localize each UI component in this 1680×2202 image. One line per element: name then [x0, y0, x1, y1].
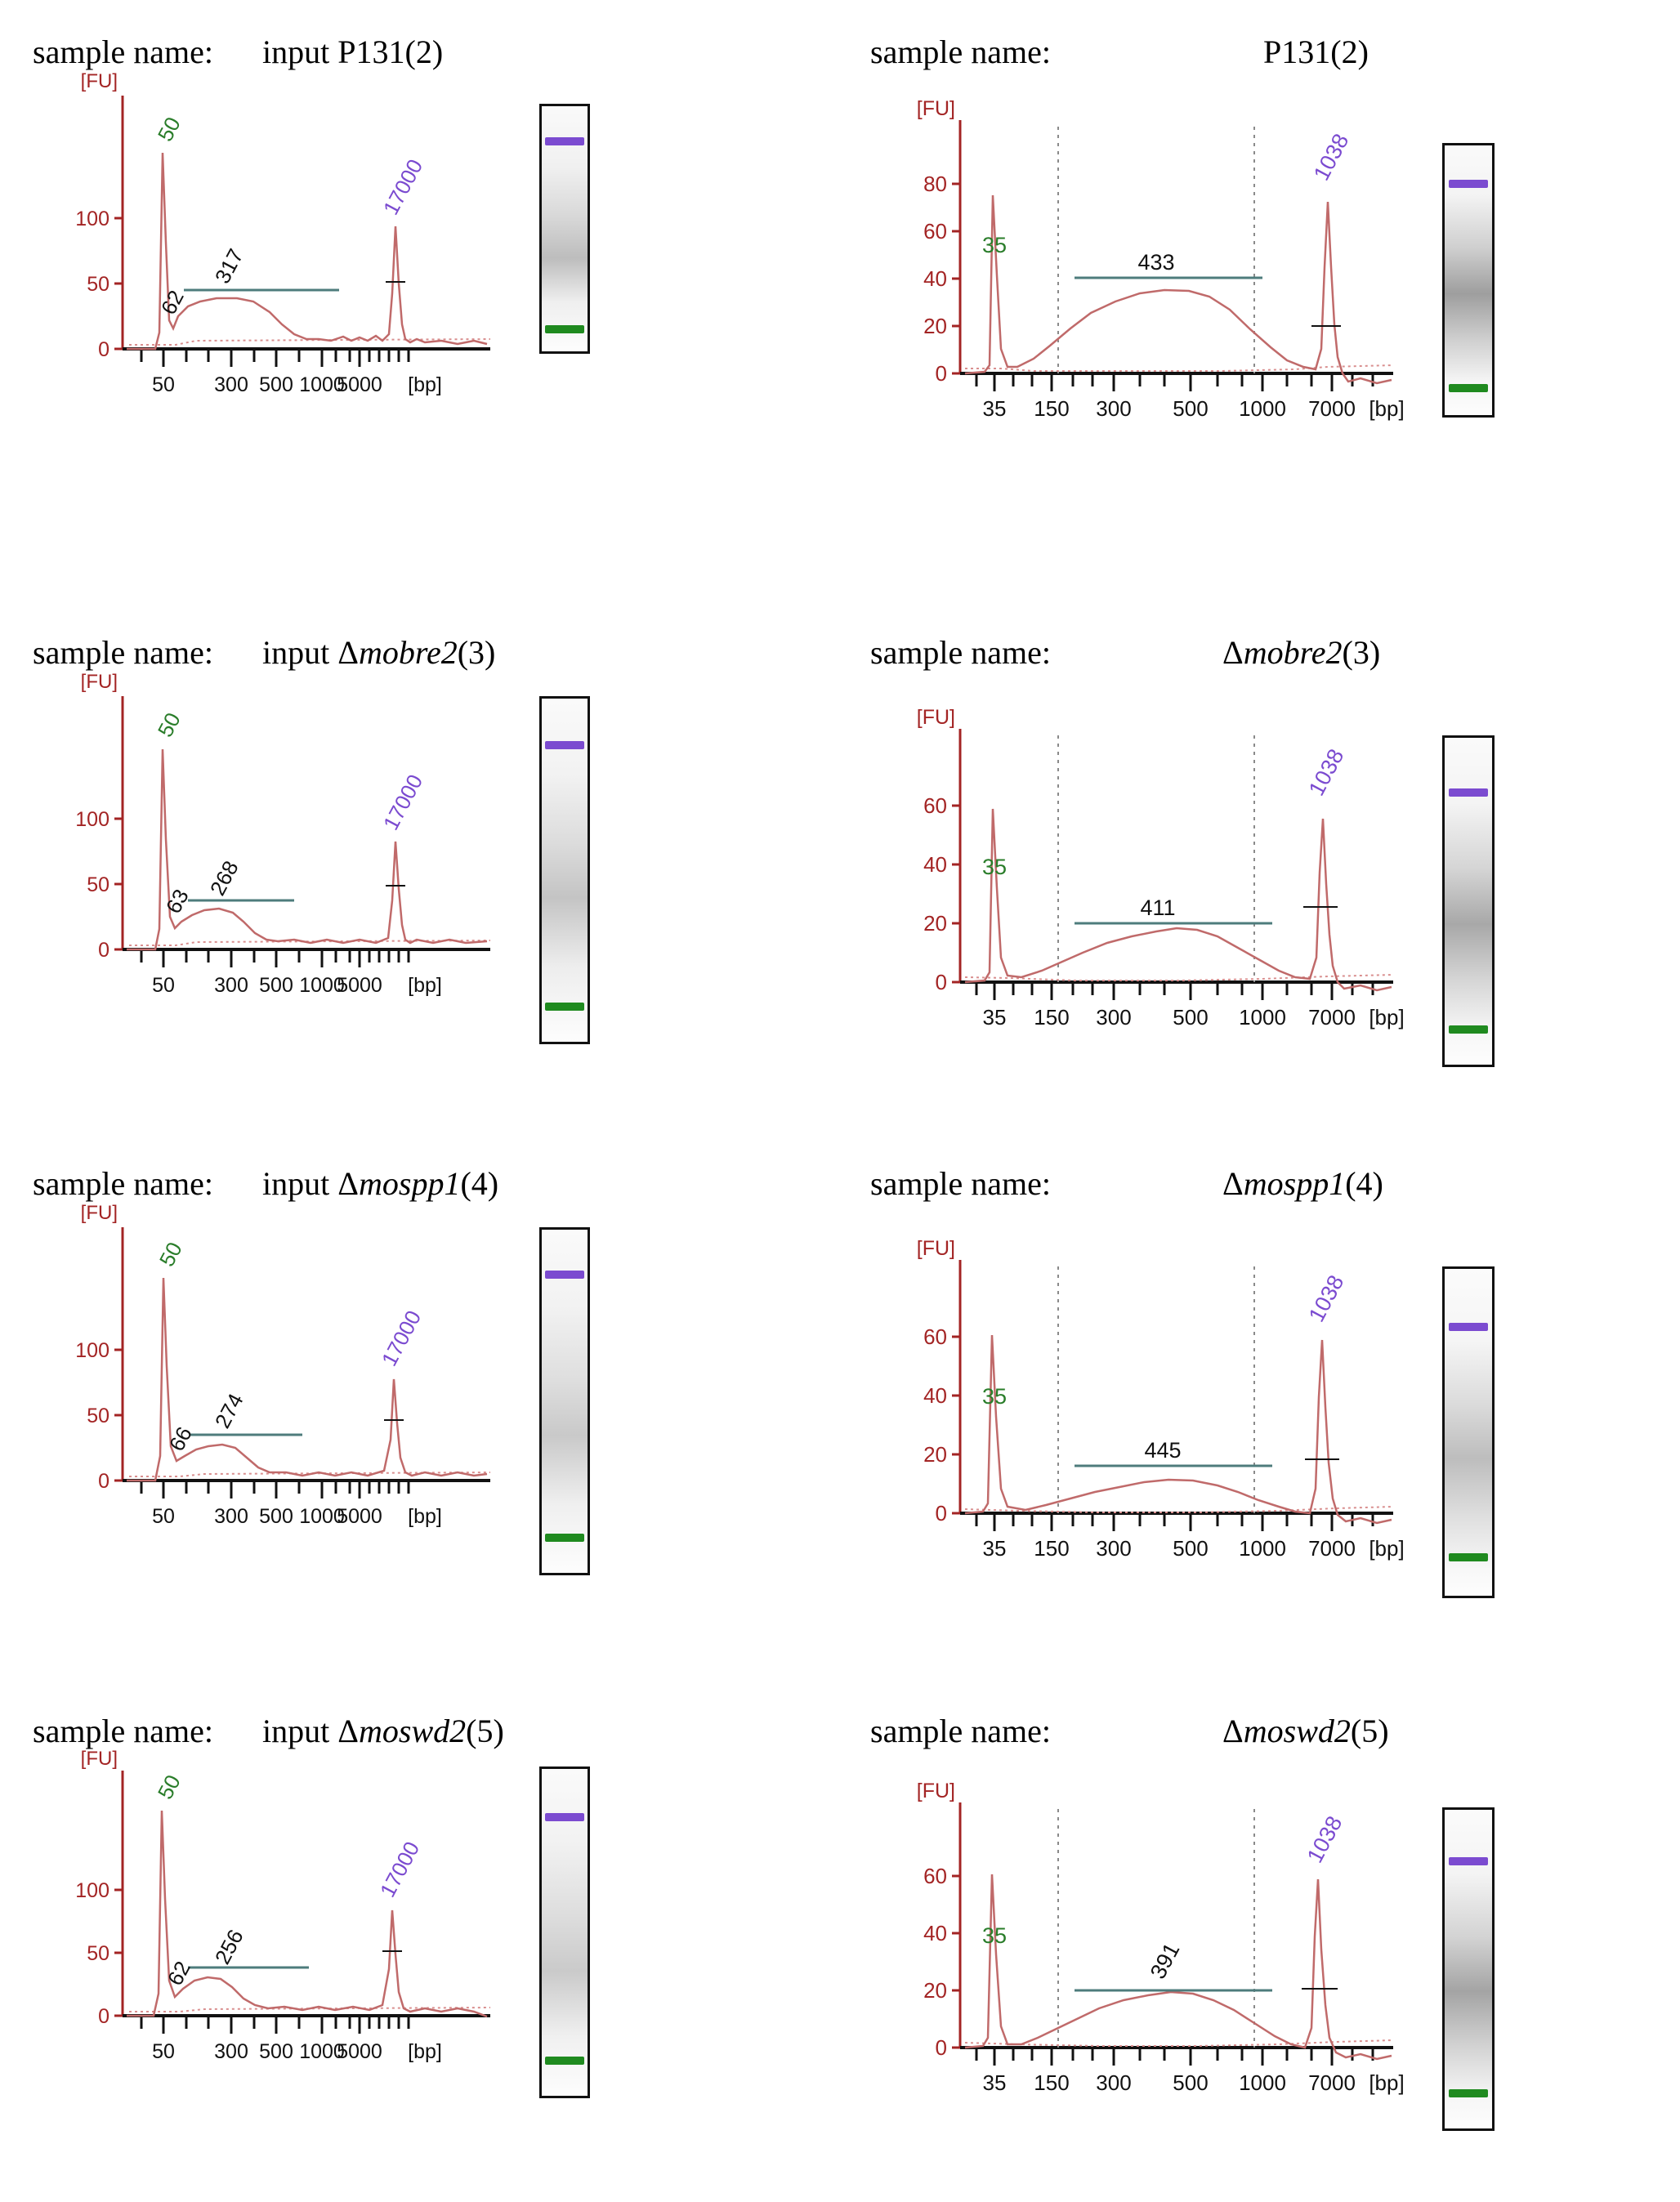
- svg-text:500: 500: [259, 1505, 293, 1528]
- panel-input-moswd2: [33, 1712, 735, 2169]
- panel-header: [870, 633, 1655, 672]
- marker-label-upper: 17000: [374, 1837, 425, 1901]
- gel-band-upper-marker: [1449, 788, 1489, 797]
- svg-text:50: 50: [152, 1505, 175, 1528]
- sample-name-value: input Δmobre2(3): [262, 634, 496, 671]
- svg-text:7000: 7000: [1308, 2070, 1356, 2095]
- svg-text:[FU]: [FU]: [916, 1780, 955, 1802]
- marker-label-upper: 1038: [1303, 1271, 1349, 1326]
- svg-text:[bp]: [bp]: [408, 373, 442, 396]
- svg-text:100: 100: [75, 808, 109, 831]
- svg-text:1000: 1000: [299, 1505, 345, 1528]
- svg-text:5000: 5000: [337, 373, 382, 396]
- svg-text:[FU]: [FU]: [916, 1237, 955, 1260]
- sample-name-value: input Δmoswd2(5): [262, 1713, 504, 1749]
- panel-header: [870, 33, 1655, 71]
- peak-label: 66: [163, 1423, 197, 1455]
- marker-label-lower: 50: [152, 708, 185, 741]
- svg-text:35: 35: [982, 1536, 1007, 1561]
- panel-mobre2: [870, 633, 1655, 1140]
- marker-label-lower: 35: [981, 1384, 1008, 1409]
- peak-label: 62: [162, 1957, 195, 1990]
- svg-text:300: 300: [1096, 1005, 1132, 1030]
- sample-name-value: Δmobre2(3): [1222, 634, 1381, 671]
- marker-label-lower: 35: [981, 233, 1008, 257]
- svg-text:[FU]: [FU]: [80, 1202, 118, 1224]
- sample-name-value: Δmoswd2(5): [1222, 1713, 1389, 1749]
- peak-label: 256: [209, 1925, 248, 1968]
- gel-lane: [539, 1767, 590, 2098]
- svg-text:35: 35: [982, 1005, 1007, 1030]
- svg-text:[bp]: [bp]: [408, 2040, 442, 2063]
- marker-label-upper: 17000: [378, 154, 428, 219]
- svg-text:[FU]: [FU]: [80, 671, 118, 693]
- svg-text:1000: 1000: [299, 373, 345, 396]
- electropherogram-mobre2: [870, 706, 1442, 1064]
- sample-name-label: sample name:: [870, 1713, 1052, 1749]
- svg-text:500: 500: [259, 974, 293, 997]
- peak-label: 433: [1137, 250, 1175, 275]
- svg-text:500: 500: [1173, 1536, 1209, 1561]
- peak-label: 317: [209, 244, 248, 288]
- svg-text:7000: 7000: [1308, 1536, 1356, 1561]
- marker-label-upper: 1038: [1308, 129, 1354, 185]
- panel-header: [33, 633, 735, 672]
- svg-text:0: 0: [935, 1501, 947, 1525]
- gel-band-upper-marker: [545, 137, 583, 145]
- svg-text:1000: 1000: [1239, 1536, 1286, 1561]
- sample-name-value: P131(2): [1263, 33, 1369, 70]
- gel-band-upper-marker: [1449, 180, 1489, 188]
- panel-moswd2: [870, 1712, 1655, 2202]
- panel-header: [33, 1712, 735, 1750]
- svg-text:500: 500: [259, 2040, 293, 2063]
- svg-text:50: 50: [87, 1405, 109, 1427]
- svg-text:150: 150: [1034, 396, 1070, 421]
- sample-name-label: sample name:: [33, 634, 214, 671]
- gel-lane: [1442, 1266, 1495, 1598]
- marker-label-upper: 17000: [376, 1306, 427, 1370]
- marker-label-lower: 50: [152, 113, 185, 145]
- peak-label: 62: [155, 286, 189, 319]
- svg-text:0: 0: [98, 338, 109, 361]
- sample-name-value: input P131(2): [262, 33, 444, 70]
- gel-lane: [1442, 143, 1495, 418]
- electropherogram-p131: [870, 97, 1442, 455]
- svg-text:[bp]: [bp]: [408, 1505, 442, 1528]
- svg-text:5000: 5000: [337, 974, 382, 997]
- svg-text:300: 300: [214, 373, 248, 396]
- svg-text:35: 35: [982, 396, 1007, 421]
- svg-text:300: 300: [1096, 396, 1132, 421]
- svg-text:1000: 1000: [1239, 2070, 1286, 2095]
- svg-text:[FU]: [FU]: [916, 97, 955, 120]
- svg-text:[bp]: [bp]: [1369, 396, 1405, 421]
- svg-text:[bp]: [bp]: [1369, 1005, 1405, 1030]
- electropherogram-mospp1: [870, 1237, 1442, 1595]
- svg-text:300: 300: [214, 1505, 248, 1528]
- marker-label-lower: 50: [154, 1238, 187, 1271]
- svg-text:150: 150: [1034, 2070, 1070, 2095]
- svg-text:50: 50: [87, 1942, 109, 1965]
- svg-text:40: 40: [923, 266, 947, 291]
- svg-text:150: 150: [1034, 1536, 1070, 1561]
- svg-text:[bp]: [bp]: [408, 974, 442, 997]
- peak-label: 445: [1144, 1438, 1182, 1463]
- gel-band-upper-marker: [545, 1271, 583, 1279]
- svg-text:0: 0: [98, 2005, 109, 2028]
- marker-label-lower: 35: [981, 855, 1008, 879]
- svg-text:500: 500: [259, 373, 293, 396]
- peak-label: 391: [1145, 1938, 1185, 1983]
- svg-text:35: 35: [982, 2070, 1007, 2095]
- gel-band-lower-marker: [545, 1003, 583, 1011]
- svg-text:20: 20: [923, 1978, 947, 2003]
- svg-text:[FU]: [FU]: [916, 706, 955, 729]
- gel-band-upper-marker: [545, 1813, 583, 1821]
- sample-name-label: sample name:: [870, 33, 1052, 70]
- svg-text:60: 60: [923, 793, 947, 818]
- svg-text:300: 300: [1096, 1536, 1132, 1561]
- svg-text:500: 500: [1173, 2070, 1209, 2095]
- svg-text:50: 50: [87, 873, 109, 896]
- svg-text:1000: 1000: [299, 974, 345, 997]
- svg-text:[bp]: [bp]: [1369, 1536, 1405, 1561]
- svg-text:5000: 5000: [337, 1505, 382, 1528]
- gel-lane: [1442, 1807, 1495, 2131]
- peak-label: 411: [1140, 896, 1176, 920]
- svg-text:40: 40: [923, 1921, 947, 1945]
- electropherogram-input-moswd2: [33, 1748, 523, 2085]
- sample-name-label: sample name:: [33, 1165, 214, 1202]
- panel-input-mobre2: [33, 633, 735, 1091]
- marker-label-upper: 1038: [1302, 1811, 1347, 1867]
- sample-name-label: sample name:: [33, 1713, 214, 1749]
- panel-input-mospp1: [33, 1164, 735, 1622]
- svg-text:[bp]: [bp]: [1369, 2070, 1405, 2095]
- svg-text:0: 0: [935, 970, 947, 994]
- svg-text:300: 300: [214, 974, 248, 997]
- gel-lane: [539, 696, 590, 1044]
- gel-lane: [539, 1227, 590, 1575]
- svg-text:20: 20: [923, 314, 947, 338]
- svg-text:[FU]: [FU]: [80, 70, 118, 92]
- svg-text:500: 500: [1173, 1005, 1209, 1030]
- svg-text:80: 80: [923, 172, 947, 196]
- svg-text:20: 20: [923, 911, 947, 936]
- svg-text:500: 500: [1173, 396, 1209, 421]
- peak-label: 63: [160, 885, 194, 918]
- gel-band-lower-marker: [1449, 1553, 1489, 1561]
- peak-label: 274: [209, 1389, 248, 1432]
- marker-label-lower: 35: [981, 1923, 1008, 1948]
- svg-text:7000: 7000: [1308, 396, 1356, 421]
- panel-header: [870, 1712, 1655, 1750]
- marker-label-upper: 17000: [378, 770, 428, 834]
- svg-text:0: 0: [98, 939, 109, 962]
- svg-text:20: 20: [923, 1442, 947, 1467]
- marker-label-lower: 50: [152, 1771, 185, 1803]
- svg-text:150: 150: [1034, 1005, 1070, 1030]
- svg-text:1000: 1000: [1239, 1005, 1286, 1030]
- gel-band-lower-marker: [545, 325, 583, 333]
- sample-name-label: sample name:: [870, 1165, 1052, 1202]
- gel-band-lower-marker: [1449, 1025, 1489, 1034]
- panel-header: [870, 1164, 1655, 1203]
- sample-name-label: sample name:: [33, 33, 214, 70]
- gel-band-lower-marker: [545, 2057, 583, 2065]
- svg-text:1000: 1000: [299, 2040, 345, 2063]
- sample-name-value: Δmospp1(4): [1222, 1165, 1383, 1202]
- electropherogram-input-mospp1: [33, 1202, 523, 1554]
- electropherogram-input-p131: [33, 70, 523, 422]
- svg-text:50: 50: [152, 373, 175, 396]
- svg-text:60: 60: [923, 219, 947, 243]
- panel-header: [33, 33, 735, 71]
- gel-band-lower-marker: [1449, 384, 1489, 392]
- svg-text:7000: 7000: [1308, 1005, 1356, 1030]
- svg-text:300: 300: [214, 2040, 248, 2063]
- electropherogram-moswd2: [870, 1780, 1442, 2131]
- electropherogram-input-mobre2: [33, 671, 523, 1023]
- svg-text:60: 60: [923, 1864, 947, 1888]
- gel-band-lower-marker: [1449, 2089, 1489, 2097]
- svg-text:0: 0: [935, 361, 947, 386]
- svg-text:[FU]: [FU]: [80, 1748, 118, 1770]
- gel-band-upper-marker: [1449, 1323, 1489, 1331]
- svg-text:1000: 1000: [1239, 396, 1286, 421]
- svg-text:40: 40: [923, 1383, 947, 1408]
- gel-band-upper-marker: [545, 741, 583, 749]
- sample-name-value: input Δmospp1(4): [262, 1165, 499, 1202]
- svg-text:50: 50: [87, 273, 109, 296]
- gel-lane: [539, 104, 590, 354]
- svg-text:50: 50: [152, 974, 175, 997]
- svg-text:60: 60: [923, 1324, 947, 1349]
- panel-header: [33, 1164, 735, 1203]
- gel-band-upper-marker: [1449, 1857, 1489, 1865]
- svg-text:300: 300: [1096, 2070, 1132, 2095]
- svg-text:0: 0: [935, 2035, 947, 2060]
- panel-mospp1: [870, 1164, 1655, 1671]
- marker-label-upper: 1038: [1303, 744, 1349, 800]
- gel-band-lower-marker: [545, 1534, 583, 1542]
- svg-text:100: 100: [75, 1879, 109, 1902]
- svg-text:50: 50: [152, 2040, 175, 2063]
- svg-text:5000: 5000: [337, 2040, 382, 2063]
- panel-input-p131: [33, 33, 735, 490]
- gel-lane: [1442, 735, 1495, 1067]
- svg-text:0: 0: [98, 1470, 109, 1493]
- peak-label: 268: [204, 856, 244, 900]
- sample-name-label: sample name:: [870, 634, 1052, 671]
- svg-text:100: 100: [75, 1339, 109, 1362]
- panel-p131: [870, 33, 1655, 539]
- svg-text:40: 40: [923, 852, 947, 877]
- svg-text:100: 100: [75, 208, 109, 230]
